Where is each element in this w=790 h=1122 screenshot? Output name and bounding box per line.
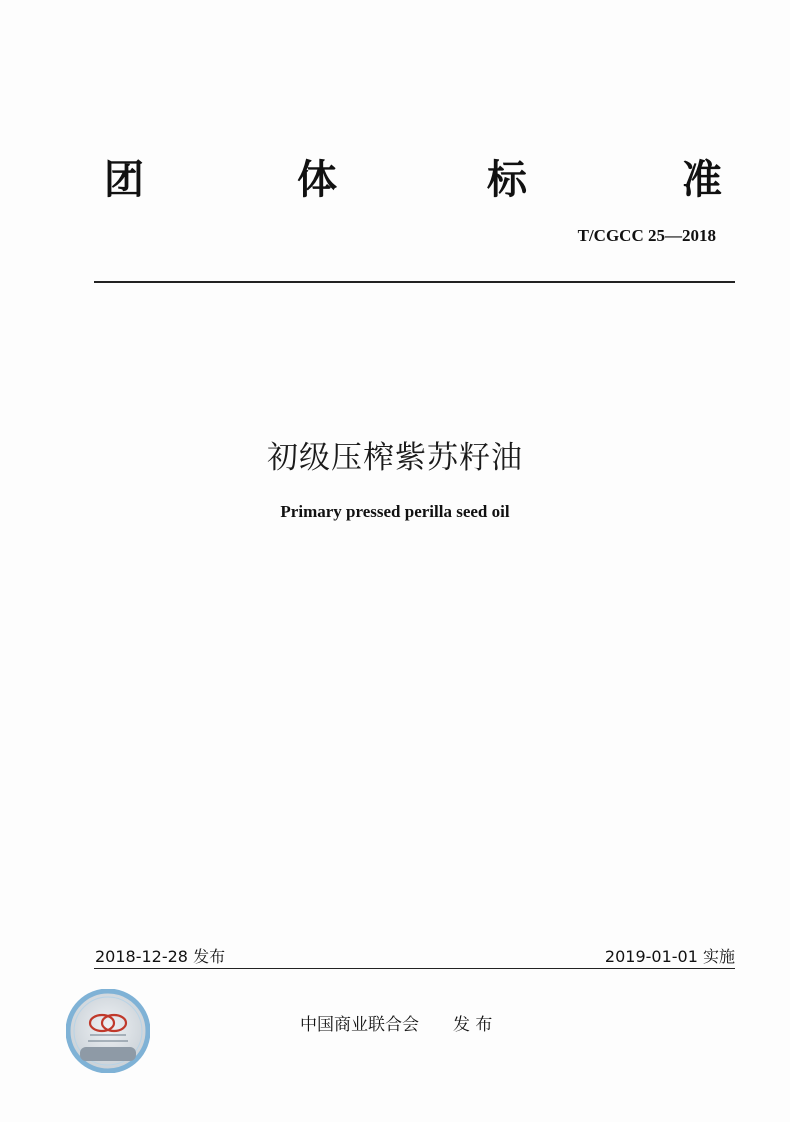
anti-counterfeit-seal-icon xyxy=(66,989,150,1073)
document-type-heading xyxy=(104,148,728,203)
publisher-action: 发 布 xyxy=(453,1015,493,1035)
heading-char: 体 xyxy=(297,157,337,203)
heading-char: 准 xyxy=(682,157,722,203)
standard-title-english: Primary pressed perilla seed oil xyxy=(280,502,510,521)
standard-number: T/CGCC 25—2018 xyxy=(577,226,716,245)
publisher-line xyxy=(300,1010,492,1035)
heading-char: 标 xyxy=(487,157,527,203)
implementation-date: 2019-01-01 实施 xyxy=(604,947,735,966)
issue-date: 2018-12-28 发布 xyxy=(95,947,226,966)
publisher-name: 中国商业联合会 xyxy=(300,1015,419,1035)
header-divider xyxy=(94,281,735,283)
footer-divider xyxy=(94,968,735,969)
standard-title-chinese: 初级压榨紫苏籽油 xyxy=(267,440,523,476)
heading-char: 团 xyxy=(104,157,144,203)
